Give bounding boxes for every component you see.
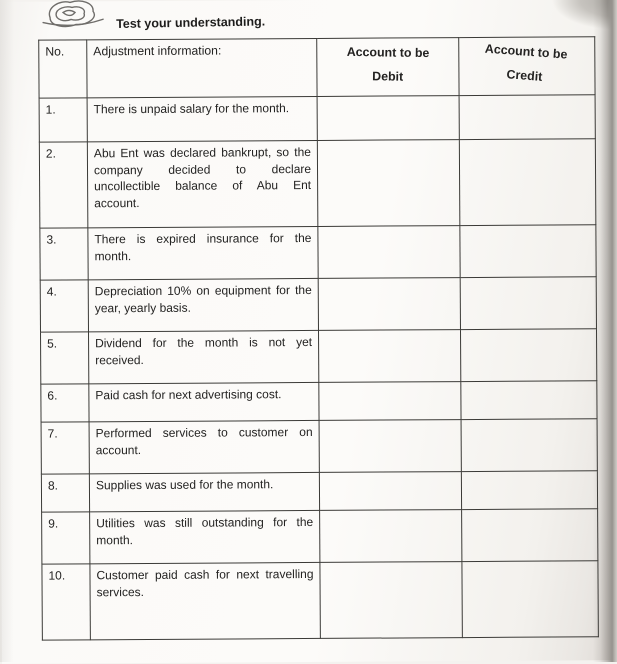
adjustment-info: Abu Ent was declared bankrupt, so the company decided to declare uncollectible balance of Abu Ent account. (87, 140, 318, 227)
row-number: 9. (42, 512, 90, 564)
table-row (42, 509, 598, 564)
table-row (41, 329, 597, 384)
debit-cell (318, 278, 460, 331)
debit-cell (320, 562, 462, 639)
table-row (39, 139, 596, 228)
doodle-icon (36, 0, 108, 34)
debit-cell (319, 472, 461, 511)
row-number: 4. (40, 280, 88, 332)
adjustment-info: There is expired insurance for the month. (88, 226, 318, 279)
credit-cell (462, 509, 598, 562)
header-adjustment-info: Adjustment information: (87, 38, 317, 97)
row-number: 7. (41, 422, 89, 474)
header-debit-line2: Debit (372, 69, 404, 84)
table-row (40, 277, 596, 332)
header-debit-text (323, 44, 453, 87)
adjustment-info: Paid cash for next advertising cost. (89, 382, 319, 421)
adjustment-info: Depreciation 10% on equipment for the year, yearly basis. (88, 278, 318, 331)
credit-cell (461, 381, 597, 420)
debit-cell (318, 330, 460, 383)
header-credit-line1: Account to be (484, 41, 568, 62)
credit-cell (462, 561, 598, 638)
page-title: Test your understanding. (116, 14, 266, 31)
debit-cell (320, 510, 462, 563)
adjustment-info: Utilities was still outstanding for the month. (90, 510, 320, 563)
credit-cell (460, 225, 596, 278)
header-credit (459, 37, 595, 96)
debit-cell (319, 382, 461, 421)
debit-cell (317, 140, 460, 227)
row-number: 8. (41, 474, 89, 512)
header-debit (317, 38, 459, 97)
table-header-row (39, 37, 595, 98)
adjustment-info: Supplies was used for the month. (89, 472, 319, 511)
table-row (39, 95, 595, 142)
adjustment-info: Dividend for the month is not yet received. (89, 330, 319, 383)
header-credit-text (462, 39, 588, 89)
row-number: 2. (39, 142, 88, 228)
debit-cell (319, 420, 461, 473)
credit-cell (460, 277, 596, 330)
row-number: 3. (40, 228, 88, 280)
row-number: 1. (39, 98, 87, 142)
header-debit-line1: Account to be (346, 44, 430, 61)
row-number: 10. (42, 564, 90, 640)
table-row (41, 419, 597, 474)
row-number: 6. (41, 384, 89, 422)
credit-cell (461, 419, 597, 472)
adjustment-info: Customer paid cash for next travelling services. (90, 562, 320, 639)
row-number: 5. (41, 332, 89, 384)
header-credit-line2: Credit (506, 67, 543, 84)
adjustment-info: Performed services to customer on account. (89, 420, 319, 473)
adjustment-info: There is unpaid salary for the month. (87, 96, 317, 141)
understanding-table (38, 36, 599, 640)
table-row (41, 381, 597, 422)
credit-cell (459, 139, 596, 226)
credit-cell (459, 95, 595, 140)
table-row (40, 225, 596, 280)
table-row (42, 561, 598, 640)
debit-cell (318, 226, 460, 279)
credit-cell (461, 471, 597, 510)
credit-cell (460, 329, 596, 382)
header-no: No. (39, 40, 87, 98)
debit-cell (317, 96, 459, 141)
table-row (41, 471, 597, 512)
